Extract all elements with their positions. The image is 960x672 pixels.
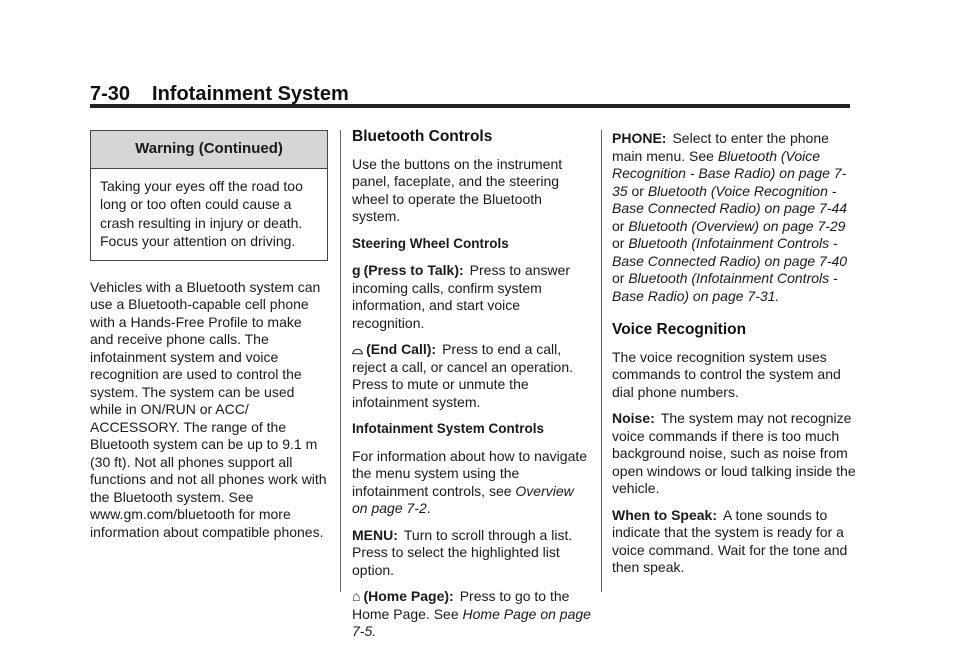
end-call-label: (End Call): [366,341,437,357]
period: . [426,500,431,516]
reference-2: Bluetooth (Voice Recognition - Base Connected Radio) on page 7-44 [612,182,848,216]
home-page-reference: Home Page on page 7-5. [352,605,591,639]
column-2 [352,128,592,650]
warning-title: Warning (Continued) [91,131,327,169]
or-connector: or [612,235,625,251]
column-1 [90,130,328,550]
warning-box [90,130,328,261]
or-connector: or [612,270,625,286]
press-to-talk-icon: g [352,262,361,278]
home-page-item [352,588,592,641]
end-call-icon: ⌓ [352,341,364,357]
menu-text: Turn to scroll through a list. Press to select the highlighted list option. [352,526,573,578]
home-page-text: Press to go to the Home Page. See [352,588,570,622]
controls-intro: Use the buttons on the instrument panel, faceplate, and the steering wheel to operate the Bluetooth system. [352,155,563,224]
press-to-talk-item [352,262,592,332]
bluetooth-intro-paragraph: Vehicles with a Bluetooth system can use a Bluetooth-capable cell phone with a Hands-Free Profile to make and receive phone calls. The infotainment system and voice recognition are used to control the system. The system can be used while in ON/RUN or ACC/ ACCESSORY. The range of the Bluetooth system can be up to 9.1 m (30 ft). Not all phones support all functions and not all phones work with the Bluetooth system. See www.gm.com/bluetooth for more information about compatible phones. [90,278,327,540]
infotainment-controls-text [352,448,592,518]
voice-recognition-intro: The voice recognition system uses commands to control the system and dial phone numbers. [612,348,841,400]
when-to-speak-item [612,507,857,577]
phone-label: PHONE: [612,130,667,146]
header-rule [90,104,850,108]
infotainment-controls-heading: Infotainment System Controls [352,421,545,436]
press-to-talk-label: (Press to Talk): [363,262,464,278]
chapter-title: Infotainment System [152,83,349,105]
reference-4: Bluetooth (Infotainment Controls - Base Connected Radio) on page 7-40 [612,235,848,269]
noise-item [612,410,857,498]
when-to-speak-label: When to Speak: [612,506,718,523]
phone-text: Select to enter the phone main menu. See [612,130,829,164]
end-call-text: Press to end a call, reject a call, or cancel an operation. Press to mute or unmute the infotainment system. [352,341,574,410]
overview-reference: Overview on page 7-2 [352,482,574,516]
or-connector: or [612,217,625,234]
end-call-item [352,341,592,411]
home-page-label: (Home Page): [363,588,454,604]
noise-label: Noise: [612,410,655,426]
noise-text: The system may not recognize voice commands if there is too much background noise, such as noise from open windows or loud talking inside the vehicle. [612,410,856,496]
warning-body: Taking your eyes off the road too long or too often could cause a crash resulting in injury or death. Focus your attention on driving. [100,177,303,249]
reference-5: Bluetooth (Infotainment Controls - Base Radio) on page 7-31. [612,270,838,304]
reference-3: Bluetooth (Overview) on page 7-29 [628,217,846,234]
when-to-speak-text: A tone sounds to indicate that the system is ready for a voice command. Wait for the tone and then speak. [612,506,848,575]
bluetooth-controls-heading: Bluetooth Controls [352,128,493,145]
press-to-talk-text: Press to answer incoming calls, confirm system information, and start voice recognition. [352,262,571,331]
column-3 [612,130,857,586]
menu-label: MENU: [352,526,398,543]
home-icon: ⌂ [352,588,361,604]
or-connector: or [631,182,644,199]
reference-1: Bluetooth (Voice Recognition - Base Radio) on page 7-35 [612,147,847,199]
infotainment-text: For information about how to navigate the menu system using the infotainment controls, see [352,447,588,499]
page-number: 7-30 [90,83,131,105]
phone-item [612,130,857,305]
column-divider [340,130,341,592]
voice-recognition-heading: Voice Recognition [612,321,747,338]
page-header [90,83,349,106]
column-divider [601,130,602,592]
steering-wheel-heading: Steering Wheel Controls [352,235,509,251]
menu-item [352,527,592,580]
